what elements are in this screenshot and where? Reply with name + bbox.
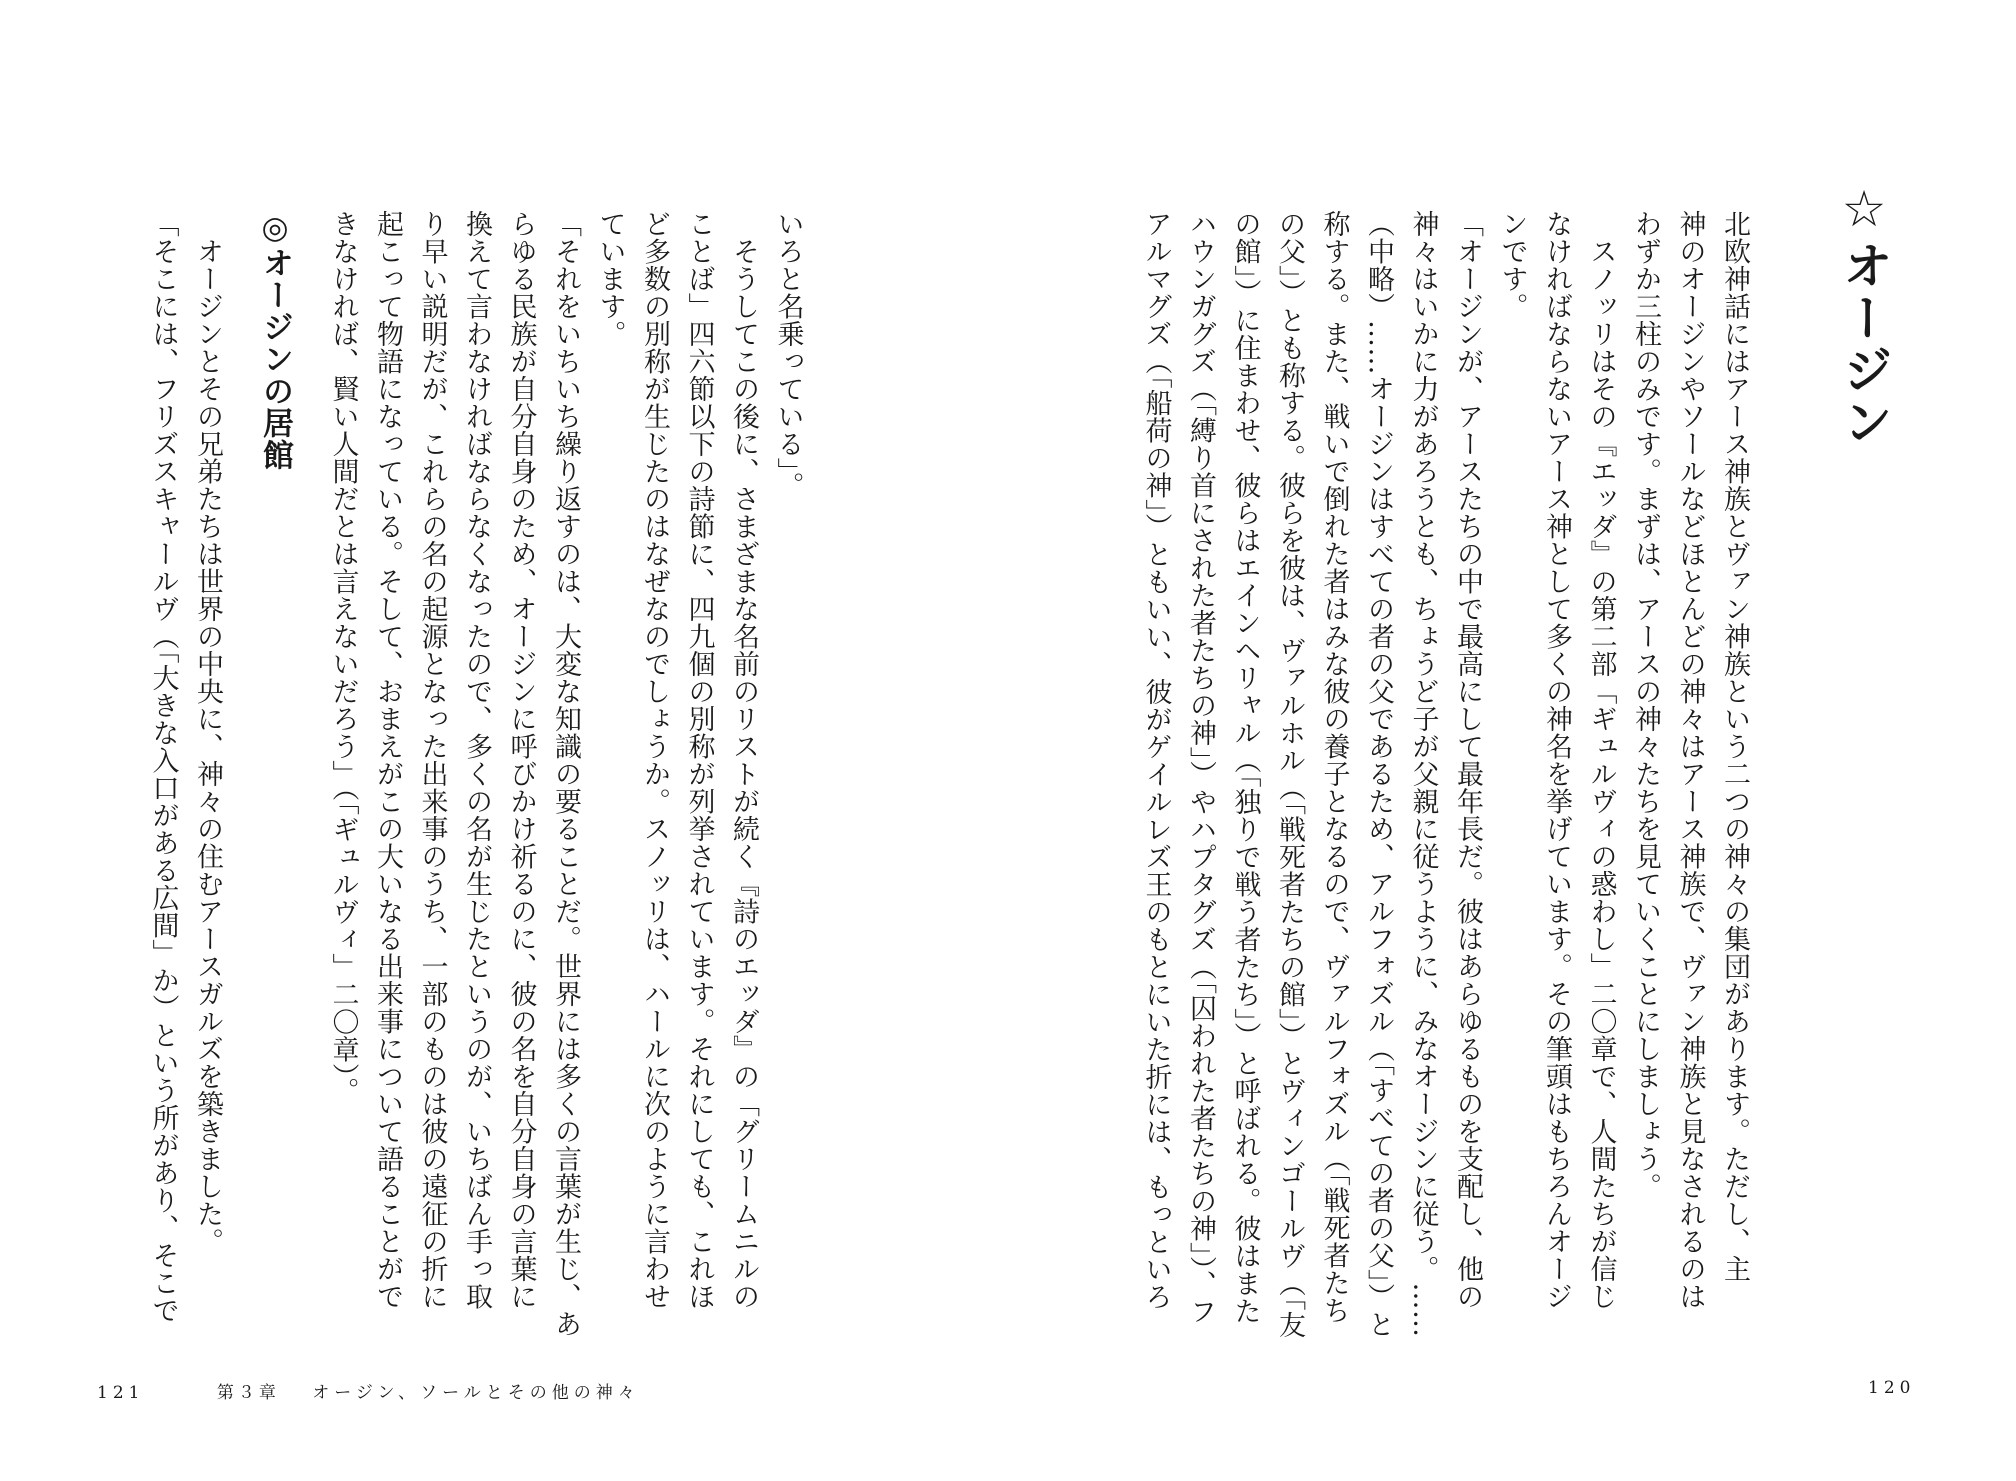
text-line: オージンとその兄弟たちは世界の中央に、神々の住むアースガルズを築きました。	[192, 210, 223, 1255]
text-line: わずか三柱のみです。まずは、アースの神々たちを見ていくことにしましょう。	[1630, 210, 1661, 1200]
text-line: 神々はいかに力があろうとも、ちょうど子が父親に従うように、みなオージンに従う。……	[1407, 210, 1439, 1338]
text-line: ハウンガグズ（「縛り首にされた者たちの神」）やハプタグズ（「囚われた者たちの神」）、フ	[1185, 210, 1216, 1325]
section-heading: ◎オージンの居館	[257, 210, 293, 471]
section-body-text	[140, 210, 229, 1324]
text-line: 神のオージンやソールなどほとんどの神々はアース神族で、ヴァン神族と見なされるのは	[1674, 210, 1706, 1310]
text-line: スノッリはその『エッダ』の第二部「ギュルヴィの惑わし」二〇章で、人間たちが信じ	[1585, 210, 1617, 1310]
text-line: り早い説明だが、これらの名の起源となった出来事のうち、一部のものは彼の遠征の折に	[416, 210, 448, 1310]
text-line: の父」）とも称する。彼らを彼は、ヴァルホル（「戦死者たちの館」）とヴィンゴールヴ（「友	[1274, 210, 1305, 1339]
text-line: アルマグズ（「船荷の神」）ともいい、彼がゲイルレズ王のもとにいた折には、もっといろ	[1140, 210, 1172, 1311]
text-line: 称する。また、戦いで倒れた者はみな彼の養子となるので、ヴァルフォズル（「戦死者たち	[1318, 210, 1350, 1324]
text-line: ど多数の別称が生じたのはなぜなのでしょうか。スノッリは、ハールに次のように言わせ	[639, 210, 670, 1310]
text-line: 「それをいちいち繰り返すのは、大変な知識の要ることだ。世界には多くの言葉が生じ、あ	[550, 210, 581, 1338]
page-120	[1008, 0, 2016, 1481]
left-body-text	[320, 210, 810, 1338]
page-number: 120	[1868, 1378, 1916, 1398]
text-line: そうしてこの後に、さまざまな名前のリストが続く『詩のエッダ』の「グリームニルの	[728, 210, 759, 1310]
page-number: 121	[97, 1383, 145, 1403]
text-line: 「そこには、フリズスキャールヴ（「大きな入口がある広間」か）という所があり、そこで	[147, 210, 179, 1324]
text-line: きなければ、賢い人間だとは言えないだろう」（「ギュルヴィ」二〇章）。	[327, 210, 359, 1105]
text-line: 北欧神話にはアース神族とヴァン神族という二つの神々の集団があります。ただし、主	[1719, 210, 1750, 1283]
running-footer	[97, 1378, 640, 1403]
text-line: いろと名乗っている」。	[772, 210, 804, 499]
text-line: らゆる民族が自分自身のため、オージンに呼びかけ祈るのに、彼の名を自分自身の言葉に	[505, 210, 537, 1310]
right-body-text	[1133, 210, 1756, 1339]
chapter-label: 第３章	[216, 1383, 280, 1403]
text-line: ています。	[594, 210, 626, 348]
text-line: なければならないアース神として多くの神名を挙げています。その筆頭はもちろんオージ	[1541, 210, 1572, 1310]
text-line: （中略）……オージンはすべての者の父であるため、アルフォズル（「すべての者の父」）と	[1363, 210, 1394, 1338]
text-line: 「オージンが、アースたちの中で最高にして最年長だ。彼はあらゆるものを支配し、他の	[1452, 210, 1483, 1310]
text-line: の館」）に住まわせ、彼らはエインヘリャル（「独りで戦う者たち」）と呼ばれる。彼はまた	[1229, 210, 1261, 1325]
chapter-title: オージン、ソールとその他の神々	[312, 1383, 640, 1403]
text-line: ことば」四六節以下の詩節に、四九個の別称が列挙されています。それにしても、これほ	[683, 210, 715, 1310]
text-line: 起こって物語になっている。そして、おまえがこの大いなる出来事について語ることがで	[372, 210, 403, 1310]
text-line: ンです。	[1496, 210, 1528, 320]
page-title: ☆オージン	[1835, 180, 1893, 448]
text-line: 換えて言わなければならなくなったので、多くの名が生じたというのが、いちばん手っ取	[461, 210, 492, 1310]
